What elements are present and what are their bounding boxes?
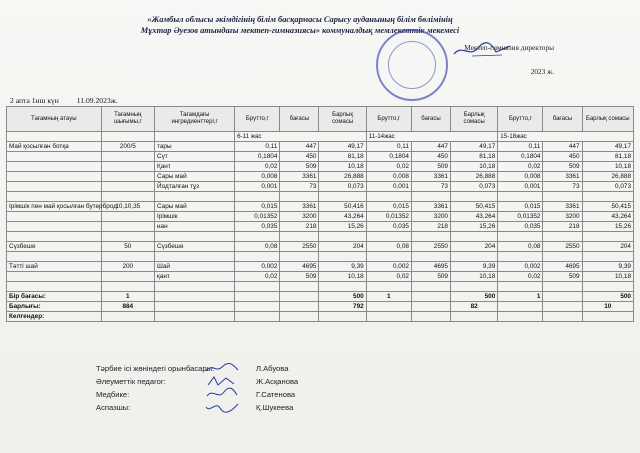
sum-b: 26,888 bbox=[450, 172, 497, 182]
dish-yield bbox=[101, 152, 154, 162]
price-a: 447 bbox=[280, 142, 319, 152]
dish-name: Май қосылған ботқа bbox=[7, 142, 102, 152]
gross-c: 0,015 bbox=[498, 202, 543, 212]
sum-a: 204 bbox=[319, 242, 366, 252]
price-c: 4695 bbox=[543, 262, 582, 272]
sum-b: 49,17 bbox=[450, 142, 497, 152]
price-a: 3200 bbox=[280, 212, 319, 222]
table-row bbox=[7, 222, 634, 232]
age-group-b: 11-14жас bbox=[366, 132, 498, 142]
sum-c: 15,26 bbox=[582, 222, 633, 232]
sum-a: 49,17 bbox=[319, 142, 366, 152]
dish-name bbox=[7, 172, 102, 182]
spacer-row bbox=[7, 252, 634, 262]
gross-b: 0,11 bbox=[366, 142, 411, 152]
signature-mark bbox=[204, 400, 240, 414]
gross-c: 0,002 bbox=[498, 262, 543, 272]
price-a: 3361 bbox=[280, 202, 319, 212]
spacer-row bbox=[7, 232, 634, 242]
price-c: 509 bbox=[543, 272, 582, 282]
gross-b: 0,001 bbox=[366, 182, 411, 192]
price-b: 509 bbox=[411, 272, 450, 282]
sum-a: 9,39 bbox=[319, 262, 366, 272]
blank-row bbox=[7, 282, 634, 292]
gross-a: 0,1804 bbox=[235, 152, 280, 162]
price-c: 447 bbox=[543, 142, 582, 152]
sum-a: 26,888 bbox=[319, 172, 366, 182]
price-a: 450 bbox=[280, 152, 319, 162]
dish-yield: 10,10,35 bbox=[101, 202, 154, 212]
ingredient-name: Сары май bbox=[155, 202, 235, 212]
price-a: 4695 bbox=[280, 262, 319, 272]
gross-b: 0,08 bbox=[366, 242, 411, 252]
dish-yield bbox=[101, 212, 154, 222]
unit-qty-b: 1 bbox=[366, 292, 411, 302]
unit-price-yield: 1 bbox=[101, 292, 154, 302]
gross-c: 0,1804 bbox=[498, 152, 543, 162]
total-yield: 884 bbox=[101, 302, 154, 312]
gross-a: 0,11 bbox=[235, 142, 280, 152]
price-a: 3361 bbox=[280, 172, 319, 182]
gross-c: 0,01352 bbox=[498, 212, 543, 222]
age-group-c: 15-18жас bbox=[498, 132, 634, 142]
dish-name: Ірімшік пен май қосылған бутерброд bbox=[7, 202, 102, 212]
price-b: 4695 bbox=[411, 262, 450, 272]
gross-a: 0,008 bbox=[235, 172, 280, 182]
gross-a: 0,035 bbox=[235, 222, 280, 232]
total-c: 10 bbox=[582, 302, 633, 312]
sum-b: 50,415 bbox=[450, 202, 497, 212]
gross-a: 0,015 bbox=[235, 202, 280, 212]
ingredient-name: Қант bbox=[155, 162, 235, 172]
total-row bbox=[7, 302, 634, 312]
price-a: 2550 bbox=[280, 242, 319, 252]
sum-b: 43,264 bbox=[450, 212, 497, 222]
dish-name bbox=[7, 152, 102, 162]
col-gross-a: Брутто,г bbox=[235, 107, 280, 132]
price-b: 218 bbox=[411, 222, 450, 232]
ingredient-name: нан bbox=[155, 222, 235, 232]
sum-b: 10,18 bbox=[450, 162, 497, 172]
col-price-b: бағасы bbox=[411, 107, 450, 132]
spacer-row bbox=[7, 192, 634, 202]
price-b: 3361 bbox=[411, 202, 450, 212]
ingredient-name: Сүзбеше bbox=[155, 242, 235, 252]
price-b: 450 bbox=[411, 152, 450, 162]
ingredient-name: Ірімшік bbox=[155, 212, 235, 222]
price-b: 3200 bbox=[411, 212, 450, 222]
table-row bbox=[7, 182, 634, 192]
dish-name bbox=[7, 182, 102, 192]
sum-c: 10,18 bbox=[582, 162, 633, 172]
price-c: 450 bbox=[543, 152, 582, 162]
gross-c: 0,02 bbox=[498, 272, 543, 282]
price-b: 2550 bbox=[411, 242, 450, 252]
unit-price-c: 500 bbox=[582, 292, 633, 302]
dish-yield: 200 bbox=[101, 262, 154, 272]
dish-yield bbox=[101, 172, 154, 182]
table-header-row bbox=[7, 107, 634, 132]
col-dish-name: Тағамның атауы bbox=[7, 107, 102, 132]
sum-c: 10,18 bbox=[582, 272, 633, 282]
gross-a: 0,08 bbox=[235, 242, 280, 252]
signature-mark bbox=[204, 361, 240, 375]
col-ingredients: Тағамдағы ингредиенттері,г bbox=[155, 107, 235, 132]
dish-name: Сүзбеше bbox=[7, 242, 102, 252]
gross-a: 0,001 bbox=[235, 182, 280, 192]
price-c: 218 bbox=[543, 222, 582, 232]
gross-c: 0,035 bbox=[498, 222, 543, 232]
menu-rows bbox=[7, 142, 634, 282]
staff-row bbox=[96, 403, 356, 416]
sum-b: 15,26 bbox=[450, 222, 497, 232]
unit-price-b: 500 bbox=[450, 292, 497, 302]
dish-yield bbox=[101, 222, 154, 232]
price-c: 73 bbox=[543, 182, 582, 192]
unit-price-label: Бір бағасы: bbox=[7, 292, 102, 302]
table-row bbox=[7, 142, 634, 152]
sum-b: 0,073 bbox=[450, 182, 497, 192]
gross-a: 0,01352 bbox=[235, 212, 280, 222]
sum-c: 204 bbox=[582, 242, 633, 252]
staff-role: Аспазшы: bbox=[96, 403, 131, 412]
gross-c: 0,02 bbox=[498, 162, 543, 172]
staff-name: Л.Абуова bbox=[256, 364, 289, 373]
ingredient-name: Сары май bbox=[155, 172, 235, 182]
header-line-1: «Жамбыл облысы әкімдігінің білім басқармасы Сарысу ауданының білім бөлімінің bbox=[147, 15, 453, 24]
price-c: 3361 bbox=[543, 202, 582, 212]
gross-b: 0,02 bbox=[366, 272, 411, 282]
menu-date: 11.09.2023ж. bbox=[76, 96, 118, 105]
table-row bbox=[7, 152, 634, 162]
dish-yield: 200/5 bbox=[101, 142, 154, 152]
sum-c: 43,264 bbox=[582, 212, 633, 222]
table-row bbox=[7, 262, 634, 272]
table-row bbox=[7, 202, 634, 212]
sum-c: 49,17 bbox=[582, 142, 633, 152]
unit-price-a: 500 bbox=[319, 292, 366, 302]
header-line-2: Мұхтар Әуезов атындағы мектеп-гимназиясы» коммуналдық мемлекеттік мекемесі bbox=[140, 26, 460, 35]
dish-yield bbox=[101, 272, 154, 282]
total-a: 792 bbox=[319, 302, 366, 312]
staff-name: Г.Сатенова bbox=[256, 390, 296, 399]
col-gross-c: Брутто,г bbox=[498, 107, 543, 132]
total-label: Барлығы: bbox=[7, 302, 102, 312]
col-sum-b: Барлық сомасы bbox=[450, 107, 497, 132]
menu-table bbox=[6, 106, 634, 322]
sum-c: 0,073 bbox=[582, 182, 633, 192]
price-c: 3200 bbox=[543, 212, 582, 222]
col-gross-b: Брутто,г bbox=[366, 107, 411, 132]
gross-b: 0,01352 bbox=[366, 212, 411, 222]
col-sum-c: Барлық сомасы bbox=[582, 107, 633, 132]
arrived-label: Келгендер: bbox=[7, 312, 102, 322]
price-a: 73 bbox=[280, 182, 319, 192]
price-b: 447 bbox=[411, 142, 450, 152]
col-price-c: бағасы bbox=[543, 107, 582, 132]
gross-c: 0,008 bbox=[498, 172, 543, 182]
sum-b: 204 bbox=[450, 242, 497, 252]
staff-role: Медбике: bbox=[96, 390, 130, 399]
gross-a: 0,02 bbox=[235, 272, 280, 282]
dish-name bbox=[7, 222, 102, 232]
unit-price-row bbox=[7, 292, 634, 302]
price-a: 509 bbox=[280, 272, 319, 282]
ingredient-name: Шай bbox=[155, 262, 235, 272]
age-group-a: 6-11 жас bbox=[235, 132, 367, 142]
sum-a: 15,26 bbox=[319, 222, 366, 232]
sum-c: 9,39 bbox=[582, 262, 633, 272]
price-b: 509 bbox=[411, 162, 450, 172]
staff-role: Тәрбие ісі жөніндегі орынбасары: bbox=[96, 364, 215, 373]
arrived-row bbox=[7, 312, 634, 322]
gross-b: 0,002 bbox=[366, 262, 411, 272]
sum-b: 81,18 bbox=[450, 152, 497, 162]
dish-name: Тәтті шай bbox=[7, 262, 102, 272]
sum-a: 81,18 bbox=[319, 152, 366, 162]
price-b: 3361 bbox=[411, 172, 450, 182]
staff-name: Ж.Асқанова bbox=[256, 377, 299, 386]
table-row bbox=[7, 172, 634, 182]
date-row bbox=[10, 96, 134, 105]
price-c: 2550 bbox=[543, 242, 582, 252]
gross-b: 0,015 bbox=[366, 202, 411, 212]
gross-b: 0,008 bbox=[366, 172, 411, 182]
total-b: 82 bbox=[450, 302, 497, 312]
sum-a: 10,18 bbox=[319, 162, 366, 172]
sum-c: 81,18 bbox=[582, 152, 633, 162]
dish-name bbox=[7, 162, 102, 172]
price-a: 509 bbox=[280, 162, 319, 172]
ingredient-name: Йодталған тұз bbox=[155, 182, 235, 192]
table-row bbox=[7, 242, 634, 252]
approval-year: 2023 ж. bbox=[530, 67, 554, 76]
gross-c: 0,11 bbox=[498, 142, 543, 152]
sum-c: 50,415 bbox=[582, 202, 633, 212]
dish-yield bbox=[101, 162, 154, 172]
week-day-label: 2 апта 1нш күн bbox=[10, 96, 59, 105]
dish-yield bbox=[101, 182, 154, 192]
dish-name bbox=[7, 272, 102, 282]
gross-c: 0,001 bbox=[498, 182, 543, 192]
unit-qty-c: 1 bbox=[498, 292, 543, 302]
col-sum-a: Барлық сомасы bbox=[319, 107, 366, 132]
staff-name: Қ.Шукеева bbox=[256, 403, 294, 412]
gross-b: 0,035 bbox=[366, 222, 411, 232]
sum-a: 0,073 bbox=[319, 182, 366, 192]
age-group-row bbox=[7, 132, 634, 142]
price-c: 3361 bbox=[543, 172, 582, 182]
approval-role: Мектеп-гимназия директоры bbox=[464, 43, 554, 52]
ingredient-name: қант bbox=[155, 272, 235, 282]
gross-a: 0,002 bbox=[235, 262, 280, 272]
price-b: 73 bbox=[411, 182, 450, 192]
dish-name bbox=[7, 212, 102, 222]
price-c: 509 bbox=[543, 162, 582, 172]
signature-mark bbox=[204, 374, 240, 388]
price-a: 218 bbox=[280, 222, 319, 232]
sum-b: 10,18 bbox=[450, 272, 497, 282]
staff-signatures bbox=[96, 364, 356, 416]
sum-b: 9,39 bbox=[450, 262, 497, 272]
table-row bbox=[7, 212, 634, 222]
staff-role: Әлеуметтік педагог: bbox=[96, 377, 166, 386]
table-row bbox=[7, 272, 634, 282]
col-yield: Тағамның шығымы,г bbox=[101, 107, 154, 132]
dish-yield: 50 bbox=[101, 242, 154, 252]
ingredient-name: Сүт bbox=[155, 152, 235, 162]
gross-c: 0,08 bbox=[498, 242, 543, 252]
table-row bbox=[7, 162, 634, 172]
sum-a: 10,18 bbox=[319, 272, 366, 282]
gross-b: 0,1804 bbox=[366, 152, 411, 162]
gross-a: 0,02 bbox=[235, 162, 280, 172]
col-price-a: бағасы bbox=[280, 107, 319, 132]
approval-block bbox=[404, 43, 554, 77]
document-header bbox=[90, 14, 510, 36]
gross-b: 0,02 bbox=[366, 162, 411, 172]
sum-a: 43,264 bbox=[319, 212, 366, 222]
sum-a: 50,416 bbox=[319, 202, 366, 212]
sum-c: 26,888 bbox=[582, 172, 633, 182]
signature-mark bbox=[204, 387, 240, 401]
ingredient-name: тары bbox=[155, 142, 235, 152]
